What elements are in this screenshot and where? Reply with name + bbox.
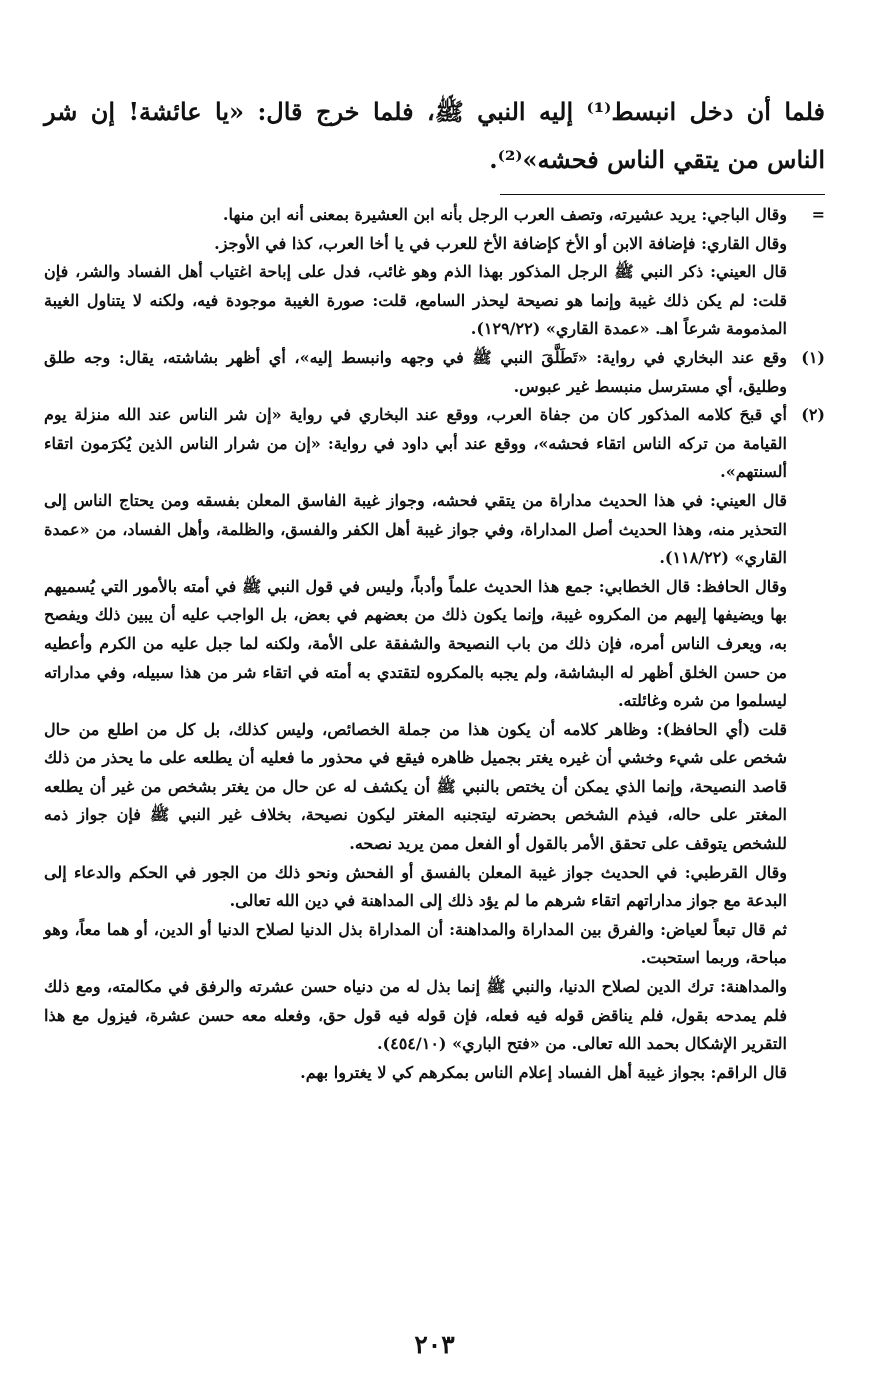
footnote-marker: = — [811, 205, 825, 224]
footnote-marker: (٢) — [801, 405, 825, 425]
footnote-paragraph: قال العيني: ذكر النبي ﷺ الرجل المذكور بهذا الذم وهو غائب، فدل على إباحة اغتياب أهل الفساد والشر، فإن قلت: لم يكن ذلك غيبة وإنما هو نصيحة ليحذر السامع، قلت: صورة الغيبة موجودة فيه، ولكنه لا يتناول الغيبة المذمومة شرعاً اهـ. «عمدة القاري» (١٢٩/٢٢). — [44, 262, 787, 339]
footnote-paragraph: قال العيني: في هذا الحديث مداراة من يتقي فحشه، وجواز غيبة الفاسق المعلن بفسقه ومن يحتاج الناس إلى التحذير منه، وهذا الحديث أصل المداراة، وفي جواز غيبة أهل الكفر والفسق، والظلمة، وأهل الفساد، من «عمدة القاري» (١١٨/٢٢). — [44, 490, 787, 568]
footnote-paragraph: وقال القاري: فإضافة الابن أو الأخ كإضافة الأخ للعرب في يا أخا العرب، كذا في الأوجز. — [214, 233, 787, 253]
footnote-paragraph: وقع عند البخاري في رواية: «تَطَلَّقَ النبي ﷺ في وجهه وانبسط إليه»، أي أظهر بشاشته، يقال: وجه طلق وطليق، أي مسترسل منبسط غير عبوس. — [44, 347, 788, 396]
footnote-separator — [500, 194, 825, 195]
footnote-paragraph: قال الراقم: بجواز غيبة أهل الفساد إعلام الناس بمكرهم كي لا يغتروا بهم. — [300, 1062, 787, 1082]
footnote-paragraph: وقال الباجي: يريد عشيرته، وتصف العرب الرجل بأنه ابن العشيرة بمعنى أنه ابن منها. — [222, 205, 787, 224]
footnotes — [44, 201, 825, 1087]
footnote-paragraph: ثم قال تبعاً لعياض: والفرق بين المداراة والمداهنة: أن المداراة بذل الدنيا لصلاح الدنيا أو الدين، أو هما معاً، وهو مباحة، وربما استحبت. — [44, 919, 788, 968]
footnote-paragraph: أي قبحَ كلامه المذكور كان من جفاة العرب، ووقع عند البخاري في رواية «إن شر الناس عند الله منزلة يوم القيامة من تركه الناس اتقاء فحشه»، ووقع عند أبي داود في رواية: «إن من شرار الناس الذين يُكرَمون اتقاء ألسنتهم». — [44, 405, 787, 482]
footnote-continued — [44, 201, 825, 344]
footnote-paragraph: قلت (أي الحافظ): وظاهر كلامه أن يكون هذا من جملة الخصائص، وليس كذلك، بل كل من اطلع من حال شخص على شيء وخشي أن غيره يغتر بجميل ظاهره فيقع في محذور ما فعليه أن يطلعه على ما يحذر من ذلك قاصد النصيحة، وإنما الذي يمكن أن يختص بالنبي ﷺ أن يكشف له عن حال من يغتر بشخص من غير أن يطلعه المغتر على حاله، فيذم الشخص بحضرته ليتجنبه المغتر ليكون نصيحة، بخلاف غير النبي ﷺ فإن جواز ذمه للشخص يتوقف على تحقق الأمر بالقول أو الفعل ممن يريد نصحه. — [44, 719, 787, 854]
footnote-paragraph: وقال الحافظ: قال الخطابي: جمع هذا الحديث علماً وأدباً، وليس في قول النبي ﷺ في أمته بالأمور التي يُسميهم بها ويضيفها إليهم من المكروه غيبة، وإنما يكون ذلك من بعضهم في بعض، بل الواجب عليه أن يبين ذلك ويفصح به، ويعرف الناس أمره، فإن ذلك من باب النصيحة والشفقة على الأمة، ولكنه لما جبل عليه من الكرم وأعطيه من حسن الخلق أظهر له البشاشة، ولم يجبه بالمكروه لتقتدي به أمته في اتقاء شر من هذا سبيله، وفي مداراته ليسلموا من شره وغائلته. — [44, 576, 788, 711]
page-number: ٢٠٣ — [414, 1330, 455, 1359]
footnote-1 — [44, 344, 825, 401]
book-page — [44, 0, 825, 1376]
footnote-paragraph: والمداهنة: ترك الدين لصلاح الدنيا، والنبي ﷺ إنما بذل له من دنياه حسن عشرته والرفق في مكالمته، ومع ذلك فلم يمدحه بقول، فلم يناقض قوله فيه فعله، فإن قوله فيه قول حق، وفعله معه حسن عشرة، فيزول مع هذا التقرير الإشكال بحمد الله تعالى. من «فتح الباري» (٤٥٤/١٠). — [44, 977, 787, 1054]
footnote-marker: (١) — [801, 347, 825, 367]
footnote-paragraph: وقال القرطبي: في الحديث جواز غيبة المعلن بالفسق أو الفحش ونحو ذلك من الجور في الحكم والدعاء إلى البدعة مع جواز مداراتهم اتقاء شرهم ما لم يؤد ذلك إلى المداهنة في دين الله تعالى. — [44, 862, 788, 911]
footnote-2 — [44, 401, 825, 1087]
main-text: فلما أن دخل انبسط⁽¹⁾ إليه النبي ﷺ، فلما خرج قال: «يا عائشة! إن شر الناس من يتقي الناس فحشه»⁽²⁾. — [44, 97, 825, 174]
